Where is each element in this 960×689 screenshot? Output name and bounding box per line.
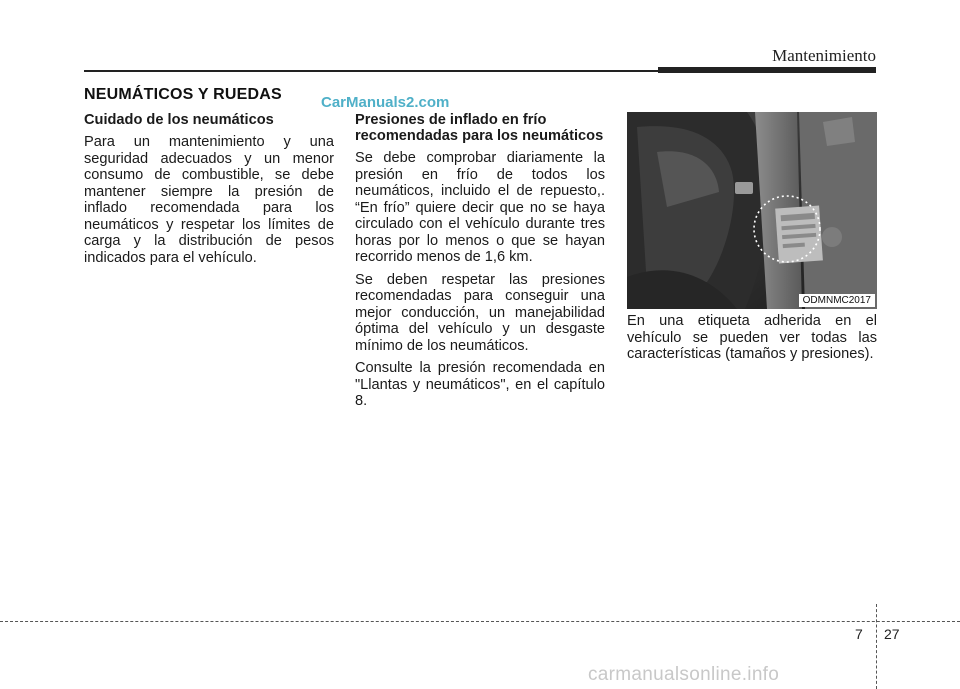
photo-caption: ODMNMC2017 xyxy=(799,294,875,307)
door-jamb-photo xyxy=(627,112,877,309)
section-title: NEUMÁTICOS Y RUEDAS xyxy=(84,86,282,103)
column-3 xyxy=(627,313,877,369)
door-jamb-illustration xyxy=(627,112,877,309)
col2-paragraph-3: Consulte la presión recomendada en "Llantas y neumáticos", en el capítulo 8. xyxy=(355,360,605,409)
col2-paragraph-2: Se deben respetar las presiones recomendadas para conseguir una mejor conducción, un manejabilidad óptima del vehículo y un desgaste mínimo de los neumáticos. xyxy=(355,271,605,354)
footer-vertical-dashed-line xyxy=(876,604,877,689)
col2-paragraph-1: Se debe comprobar diariamente la presión en frío de todos los neumáticos, incluido el de repuesto,. “En frío” quiere decir que no se haya circulado con el vehículo durante tres horas por lo menos o que se hayan recorrido menos de 1,6 km. xyxy=(355,150,605,265)
watermark-top: CarManuals2.com xyxy=(321,94,450,111)
column-1 xyxy=(84,112,334,272)
watermark-bottom: carmanualsonline.info xyxy=(588,664,780,685)
col1-paragraph: Para un mantenimiento y una seguridad adecuados y un menor consumo de combustible, se debe mantener siempre la presión de inflado recomendada para los neumáticos y respetar los límites de carga y la distribución de pesos indicados para el vehículo. xyxy=(84,134,334,266)
col2-heading: Presiones de inflado en frío recomendadas para los neumáticos xyxy=(355,112,604,144)
col3-paragraph: En una etiqueta adherida en el vehículo se pueden ver todas las características (tamaños y presiones). xyxy=(627,313,877,362)
column-2 xyxy=(355,112,605,416)
header-rule-thin xyxy=(84,70,658,72)
header-rule-thick xyxy=(658,67,876,73)
footer-dashed-line xyxy=(0,621,960,622)
header-title: Mantenimiento xyxy=(772,46,876,65)
page-number: 27 xyxy=(884,626,900,642)
col1-heading: Cuidado de los neumáticos xyxy=(84,112,274,128)
chapter-number: 7 xyxy=(855,626,863,642)
